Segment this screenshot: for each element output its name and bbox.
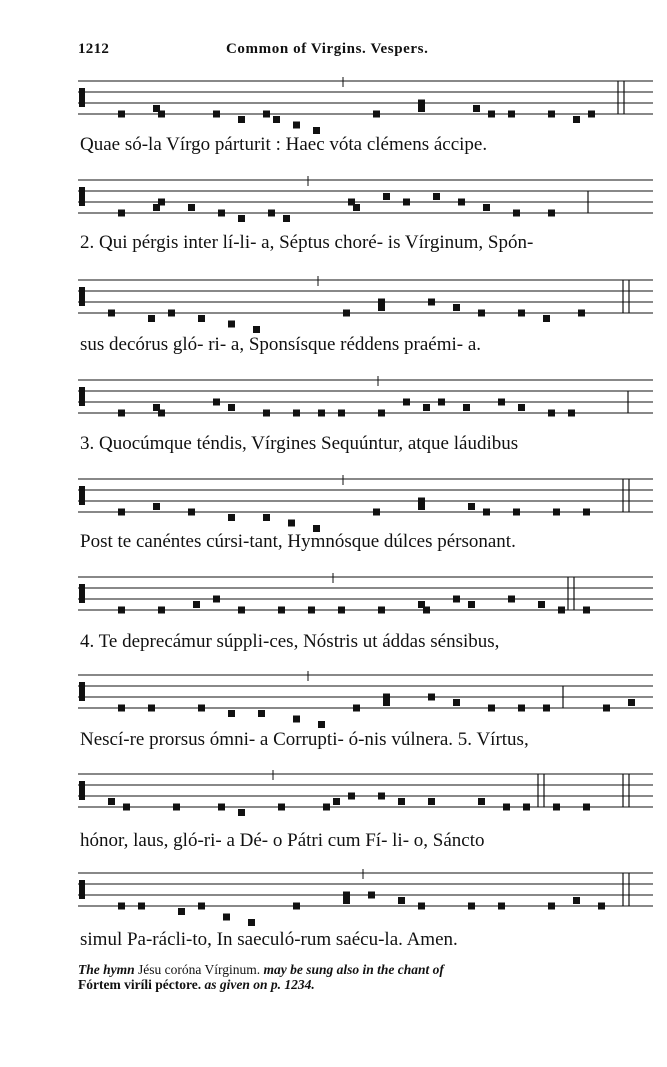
- neume-note: [338, 410, 345, 417]
- neume-note: [383, 193, 390, 200]
- neume-note: [473, 105, 480, 112]
- neume-note: [483, 204, 490, 211]
- neume-note: [428, 798, 435, 805]
- neume-note: [478, 310, 485, 317]
- footnote-hymn-title: Jésu coróna Vírginum.: [134, 962, 264, 977]
- clef-mark: [79, 287, 85, 306]
- footnote-instruction: may be sung also in the chant of: [263, 962, 444, 977]
- neume-note: [383, 699, 390, 706]
- music-staff: [78, 374, 653, 434]
- neume-note: [273, 116, 280, 123]
- neume-note: [188, 509, 195, 516]
- music-staff: [78, 274, 653, 334]
- neume-note: [578, 310, 585, 317]
- neume-note: [118, 509, 125, 516]
- neume-note: [253, 326, 260, 333]
- neume-note: [513, 210, 520, 217]
- neume-note: [178, 908, 185, 915]
- neume-note: [263, 514, 270, 521]
- neume-note: [503, 804, 510, 811]
- music-staff: [78, 867, 653, 927]
- clef-mark: [79, 187, 85, 206]
- neume-note: [248, 919, 255, 926]
- neume-note: [568, 410, 575, 417]
- neume-note: [548, 903, 555, 910]
- neume-note: [418, 105, 425, 112]
- neume-note: [453, 304, 460, 311]
- neume-note: [278, 804, 285, 811]
- neume-note: [498, 903, 505, 910]
- neume-note: [318, 410, 325, 417]
- neume-note: [588, 111, 595, 118]
- neume-note: [353, 705, 360, 712]
- neume-note: [378, 607, 385, 614]
- neume-note: [268, 210, 275, 217]
- clef-mark: [79, 682, 85, 701]
- lyric-line: Quae só-la Vírgo párturit : Haec vóta clémens áccipe.: [80, 134, 488, 155]
- neume-note: [228, 321, 235, 328]
- neume-note: [293, 122, 300, 129]
- neume-note: [428, 299, 435, 306]
- neume-note: [323, 804, 330, 811]
- neume-note: [583, 804, 590, 811]
- neume-note: [518, 705, 525, 712]
- neume-note: [263, 410, 270, 417]
- neume-note: [238, 116, 245, 123]
- neume-note: [348, 793, 355, 800]
- neume-note: [168, 310, 175, 317]
- music-staff: [78, 75, 653, 135]
- clef-mark: [79, 486, 85, 505]
- neume-note: [118, 705, 125, 712]
- neume-note: [158, 410, 165, 417]
- neume-note: [553, 509, 560, 516]
- neume-note: [553, 804, 560, 811]
- neume-note: [153, 503, 160, 510]
- neume-note: [418, 903, 425, 910]
- page-header: [78, 41, 653, 63]
- neume-note: [238, 809, 245, 816]
- neume-note: [518, 310, 525, 317]
- neume-note: [263, 111, 270, 118]
- neume-note: [238, 215, 245, 222]
- neume-note: [148, 705, 155, 712]
- neume-note: [213, 399, 220, 406]
- neume-note: [158, 199, 165, 206]
- lyric-line: hónor, laus, gló-ri- a Dé- o Pátri cum Fí- li- o, Sáncto: [80, 830, 485, 851]
- neume-note: [498, 399, 505, 406]
- neume-note: [148, 315, 155, 322]
- neume-note: [378, 793, 385, 800]
- neume-note: [508, 596, 515, 603]
- neume-note: [548, 111, 555, 118]
- neume-note: [158, 111, 165, 118]
- neume-note: [418, 503, 425, 510]
- neume-note: [458, 199, 465, 206]
- neume-note: [288, 520, 295, 527]
- neume-note: [378, 304, 385, 311]
- neume-note: [468, 903, 475, 910]
- footnote-chant-title: Fórtem viríli péctore.: [78, 977, 202, 992]
- neume-note: [468, 503, 475, 510]
- neume-note: [518, 404, 525, 411]
- neume-note: [453, 596, 460, 603]
- neume-note: [598, 903, 605, 910]
- neume-note: [398, 897, 405, 904]
- clef-mark: [79, 387, 85, 406]
- footnote-reference: as given on p. 1234.: [201, 977, 315, 992]
- neume-note: [583, 607, 590, 614]
- neume-note: [118, 903, 125, 910]
- neume-note: [193, 601, 200, 608]
- neume-note: [118, 607, 125, 614]
- music-staff: [78, 669, 653, 729]
- neume-note: [373, 111, 380, 118]
- lyric-line: sus decórus gló- ri- a, Sponsísque réddens praémi- a.: [80, 334, 482, 355]
- neume-note: [438, 399, 445, 406]
- neume-note: [433, 193, 440, 200]
- neume-note: [333, 798, 340, 805]
- neume-note: [478, 798, 485, 805]
- neume-note: [403, 399, 410, 406]
- neume-note: [548, 410, 555, 417]
- neume-note: [468, 601, 475, 608]
- music-staff: [78, 768, 653, 828]
- clef-mark: [79, 781, 85, 800]
- footnote-intro: The hymn: [78, 962, 135, 977]
- neume-note: [223, 914, 230, 921]
- neume-note: [108, 798, 115, 805]
- neume-note: [398, 798, 405, 805]
- footnote: [78, 962, 658, 992]
- neume-note: [523, 804, 530, 811]
- neume-note: [573, 897, 580, 904]
- neume-note: [453, 699, 460, 706]
- neume-note: [123, 804, 130, 811]
- neume-note: [423, 607, 430, 614]
- lyric-line: 4. Te deprecámur súppli-ces, Nóstris ut áddas sénsibus,: [80, 631, 500, 652]
- neume-note: [283, 215, 290, 222]
- neume-note: [488, 705, 495, 712]
- clef-mark: [79, 88, 85, 107]
- neume-note: [508, 111, 515, 118]
- neume-note: [463, 404, 470, 411]
- neume-note: [108, 310, 115, 317]
- neume-note: [318, 721, 325, 728]
- neume-note: [543, 315, 550, 322]
- neume-note: [158, 607, 165, 614]
- neume-note: [423, 404, 430, 411]
- neume-note: [173, 804, 180, 811]
- neume-note: [343, 310, 350, 317]
- neume-note: [353, 204, 360, 211]
- neume-note: [118, 210, 125, 217]
- neume-note: [513, 509, 520, 516]
- neume-note: [488, 111, 495, 118]
- lyric-line: simul Pa-rácli-to, In saeculó-rum saécu-la. Amen.: [80, 929, 458, 950]
- music-staff: [78, 473, 653, 533]
- neume-note: [228, 710, 235, 717]
- neume-note: [198, 903, 205, 910]
- music-staff: [78, 571, 653, 631]
- neume-note: [198, 315, 205, 322]
- neume-note: [628, 699, 635, 706]
- neume-note: [543, 705, 550, 712]
- neume-note: [583, 509, 590, 516]
- neume-note: [188, 204, 195, 211]
- neume-note: [258, 710, 265, 717]
- neume-note: [228, 514, 235, 521]
- neume-note: [368, 892, 375, 899]
- neume-note: [558, 607, 565, 614]
- neume-note: [573, 116, 580, 123]
- neume-note: [218, 210, 225, 217]
- neume-note: [338, 607, 345, 614]
- neume-note: [373, 509, 380, 516]
- neume-note: [548, 210, 555, 217]
- page-number: 1212: [78, 41, 110, 57]
- neume-note: [213, 111, 220, 118]
- lyric-line: 2. Qui pérgis inter lí-li- a, Séptus choré- is Vírginum, Spón-: [80, 232, 534, 253]
- neume-note: [293, 410, 300, 417]
- neume-note: [378, 410, 385, 417]
- neume-note: [428, 694, 435, 701]
- neume-note: [238, 607, 245, 614]
- clef-mark: [79, 880, 85, 899]
- neume-note: [538, 601, 545, 608]
- neume-note: [308, 607, 315, 614]
- neume-note: [228, 404, 235, 411]
- lyric-line: Post te canéntes cúrsi-tant, Hymnósque dúlces pérsonant.: [80, 531, 516, 552]
- neume-note: [138, 903, 145, 910]
- lyric-line: 3. Quocúmque téndis, Vírgines Sequúntur, atque láudibus: [80, 433, 519, 454]
- neume-note: [483, 509, 490, 516]
- neume-note: [603, 705, 610, 712]
- neume-note: [343, 897, 350, 904]
- neume-note: [403, 199, 410, 206]
- running-title: Common of Virgins. Vespers.: [226, 41, 429, 57]
- neume-note: [293, 716, 300, 723]
- clef-mark: [79, 584, 85, 603]
- neume-note: [213, 596, 220, 603]
- neume-note: [293, 903, 300, 910]
- neume-note: [118, 410, 125, 417]
- neume-note: [278, 607, 285, 614]
- neume-note: [218, 804, 225, 811]
- music-staff: [78, 174, 653, 234]
- lyric-line: Nescí-re prorsus ómni- a Corrupti- ó-nis vúlnera. 5. Vírtus,: [80, 729, 529, 750]
- neume-note: [198, 705, 205, 712]
- neume-note: [118, 111, 125, 118]
